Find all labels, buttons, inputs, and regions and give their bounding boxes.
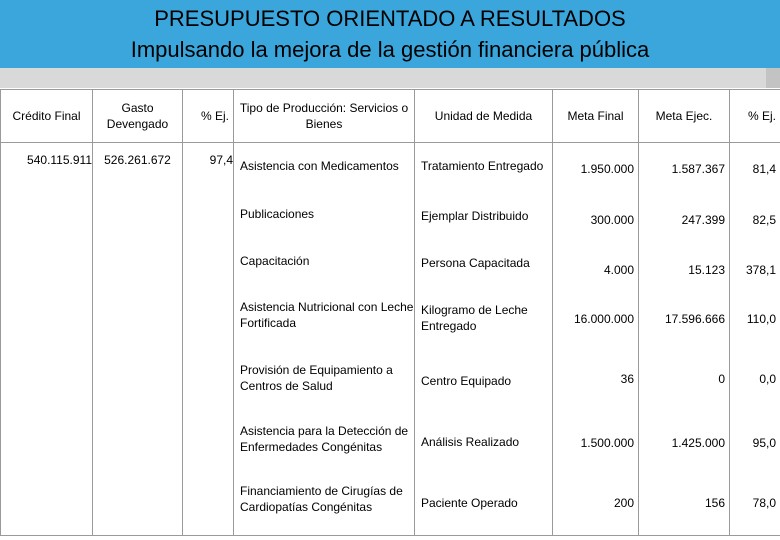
unidad-item-5: Centro Equipado — [421, 374, 512, 388]
tipo-item-3: Capacitación — [240, 254, 310, 268]
tipo-item-6: Asistencia para la Detección de Enfermedades Congénitas — [240, 424, 409, 454]
col-header-pct-ej-meta: % Ej. — [730, 90, 780, 143]
tipo-item-4: Asistencia Nutricional con Leche Fortificada — [240, 300, 414, 330]
page-subtitle: Impulsando la mejora de la gestión financiera pública — [130, 37, 650, 62]
unidad-item-7: Paciente Operado — [421, 496, 518, 510]
pct-meta-item-3: 378,1 — [745, 263, 776, 277]
gasto-devengado-cell — [93, 143, 183, 536]
tipo-item-2: Publicaciones — [240, 207, 315, 221]
title-banner — [0, 0, 780, 68]
meta-ejec-item-7: 156 — [704, 496, 725, 510]
table-header-row — [1, 90, 780, 143]
unidad-item-4: Kilogramo de Leche Entregado — [421, 303, 528, 333]
meta-final-item-1: 1.950.000 — [580, 162, 634, 176]
meta-ejec-item-5: 0 — [718, 372, 725, 386]
meta-final-item-7: 200 — [613, 496, 634, 510]
col-header-unidad-medida: Unidad de Medida — [415, 90, 553, 143]
tipo-produccion-cell — [234, 143, 415, 536]
pct-meta-item-5: 0,0 — [759, 372, 776, 386]
page-title: PRESUPUESTO ORIENTADO A RESULTADOS — [154, 6, 626, 31]
meta-ejec-item-4: 17.596.666 — [664, 312, 725, 326]
unidad-item-2: Ejemplar Distribuido — [421, 209, 529, 223]
table-body-row — [1, 143, 780, 536]
unidad-item-1: Tratamiento Entregado — [421, 159, 544, 173]
divider-band — [0, 68, 780, 88]
meta-final-item-3: 4.000 — [603, 263, 634, 277]
pct-meta-item-4: 110,0 — [746, 312, 776, 326]
meta-ejec-item-3: 15.123 — [688, 263, 725, 277]
meta-ejec-item-2: 247.399 — [681, 213, 725, 227]
pct-ej-cell — [183, 143, 234, 536]
meta-final-item-5: 36 — [620, 372, 634, 386]
pct-meta-item-2: 82,5 — [752, 213, 776, 227]
meta-ejec-cell — [639, 143, 730, 536]
tipo-item-7: Financiamiento de Cirugías de Cardiopatías Congénitas — [240, 484, 403, 514]
meta-final-item-6: 1.500.000 — [580, 436, 634, 450]
meta-ejec-item-1: 1.587.367 — [671, 162, 725, 176]
col-header-gasto-devengado: Gasto Devengado — [93, 90, 183, 143]
col-header-credito-final: Crédito Final — [1, 90, 93, 143]
unidad-item-3: Persona Capacitada — [421, 256, 530, 270]
pct-meta-item-7: 78,0 — [752, 496, 776, 510]
col-header-pct-ej: % Ej. — [183, 90, 234, 143]
meta-ejec-item-6: 1.425.000 — [671, 436, 725, 450]
unidad-medida-cell — [415, 143, 553, 536]
credito-final-value: 540.115.911 — [27, 153, 92, 167]
pct-ej-value: 97,4 — [209, 153, 233, 167]
tipo-item-1: Asistencia con Medicamentos — [240, 159, 399, 173]
pct-meta-cell — [730, 143, 780, 536]
meta-final-cell — [553, 143, 639, 536]
pct-meta-item-6: 95,0 — [752, 436, 776, 450]
pct-meta-item-1: 81,4 — [752, 162, 776, 176]
gasto-devengado-value: 526.261.672 — [104, 153, 171, 167]
divider-band-tick — [766, 68, 780, 88]
col-header-meta-ejec: Meta Ejec. — [639, 90, 730, 143]
col-header-tipo-produccion: Tipo de Producción: Servicios o Bienes — [234, 90, 415, 143]
meta-final-item-2: 300.000 — [590, 213, 634, 227]
meta-final-item-4: 16.000.000 — [573, 312, 634, 326]
col-header-meta-final: Meta Final — [553, 90, 639, 143]
credito-final-cell — [1, 143, 93, 536]
budget-results-table — [0, 89, 780, 536]
tipo-item-5: Provisión de Equipamiento a Centros de Salud — [240, 363, 393, 393]
unidad-item-6: Análisis Realizado — [421, 435, 520, 449]
